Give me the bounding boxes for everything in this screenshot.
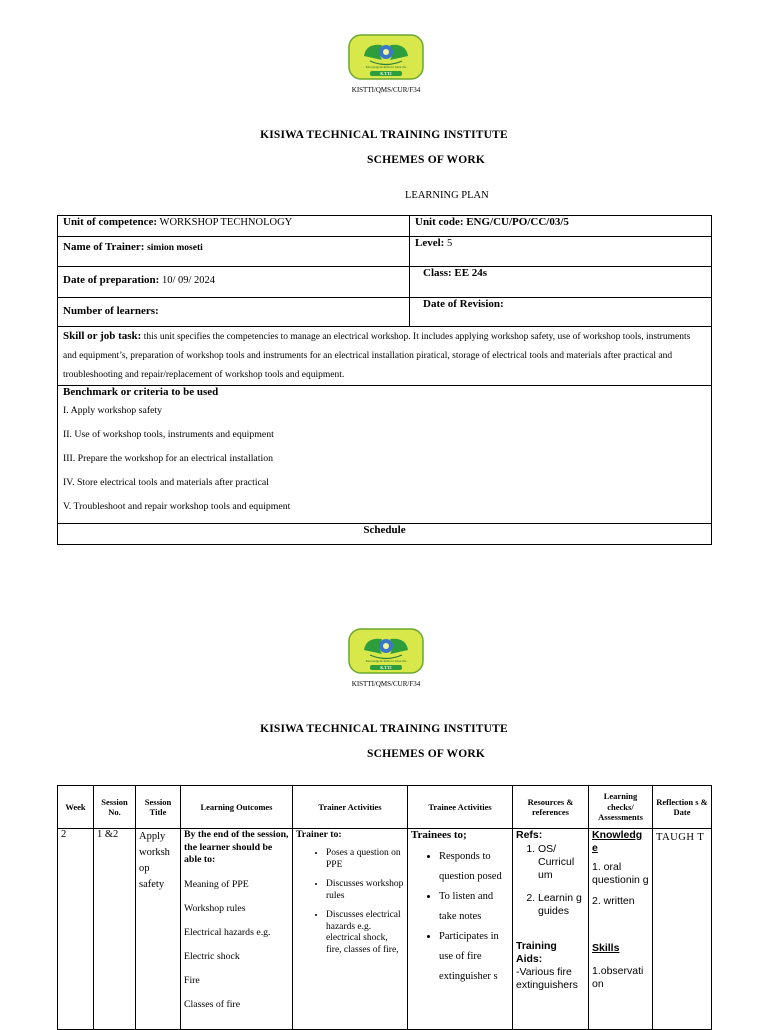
trainer-activities-cell	[293, 829, 408, 1030]
benchmark-item: V. Troubleshoot and repair workshop tools and equipment	[63, 501, 291, 512]
document-code: KISTTI/QMS/CUR/F34	[351, 680, 421, 688]
benchmark-cell	[58, 386, 712, 524]
reference-item: 2. Learnin g guides	[538, 892, 585, 918]
skill-label: Skill or job task:	[63, 330, 142, 342]
logo-motto: Knowledge & skills for better life	[365, 65, 407, 69]
trainer-cell	[58, 237, 410, 267]
outcome-item: Classes of fire	[184, 998, 241, 1010]
benchmark-item: I. Apply workshop safety	[63, 405, 163, 416]
training-aids-heading: Training Aids:	[516, 940, 557, 965]
trainee-activity-item: • Participates in use of fire extinguisher s	[439, 927, 509, 987]
benchmark-item: III. Prepare the workshop for an electrical installation	[63, 453, 274, 464]
institute-logo	[348, 34, 424, 80]
outcomes-cell	[181, 829, 293, 1030]
learning-plan-table	[57, 215, 712, 545]
institute-name: KISIWA TECHNICAL TRAINING INSTITUTE	[260, 129, 508, 141]
knowledge-item: 2. written	[592, 895, 635, 907]
revision-label: Date of Revision:	[423, 298, 504, 310]
header-trainer-activities: Trainer Activities	[293, 786, 408, 829]
trainer-activities-heading: Trainer to:	[296, 829, 342, 840]
logo-motto: Knowledge & skills for better life	[365, 659, 407, 663]
document-code: KISTTI/QMS/CUR/F34	[351, 86, 421, 94]
skill-cell	[58, 327, 712, 386]
resources-cell	[513, 829, 589, 1030]
trainer-value: simion moseti	[147, 243, 203, 253]
trainer-activity-item: • Discusses workshop rules	[326, 879, 404, 902]
outcome-item: Electric shock	[184, 950, 240, 962]
code-value: ENG/CU/PO/CC/03/5	[466, 216, 569, 228]
unit-label: Unit of competence:	[63, 216, 158, 228]
code-cell	[410, 216, 712, 237]
institute-logo	[348, 628, 424, 674]
outcomes-heading: By the end of the session, the learner should be able to:	[184, 829, 289, 865]
revision-cell	[410, 298, 712, 327]
logo-initials: K.T.T.I	[380, 72, 392, 76]
preparation-label: Date of preparation:	[63, 274, 160, 286]
class-label: Class:	[423, 267, 452, 279]
skills-heading: Skills	[592, 942, 620, 954]
benchmark-item: IV. Store electrical tools and materials after practical	[63, 477, 270, 488]
class-cell	[410, 267, 712, 298]
level-cell	[410, 237, 712, 267]
learning-checks-cell	[589, 829, 653, 1030]
trainee-activities-cell	[408, 829, 513, 1030]
level-value: 5	[446, 238, 453, 249]
learning-plan-heading: LEARNING PLAN	[405, 190, 489, 201]
refs-heading: Refs:	[516, 829, 543, 841]
session-title-cell: Apply worksh op safety	[136, 829, 181, 1030]
session-cell: 1 &2	[94, 829, 136, 1030]
trainer-label: Name of Trainer:	[63, 241, 145, 253]
unit-value: WORKSHOP TECHNOLOGY	[159, 217, 293, 228]
knowledge-heading: Knowledg e	[592, 829, 643, 854]
reflection-cell: TAUGH T	[653, 829, 712, 1030]
schemes-heading: SCHEMES OF WORK	[367, 748, 486, 760]
outcome-item: Meaning of PPE	[184, 878, 249, 890]
trainee-activities-heading: Trainees to;	[411, 829, 467, 841]
header-week: Week	[58, 786, 94, 829]
header-learning-outcomes: Learning Outcomes	[181, 786, 293, 829]
level-label: Level:	[415, 237, 445, 249]
learners-cell	[58, 298, 410, 327]
outcome-item: Electrical hazards e.g.	[184, 926, 271, 938]
header-reflections: Reflection s & Date	[653, 786, 712, 829]
training-aids-text: -Various fire extinguishers	[516, 966, 578, 991]
week-cell: 2	[58, 829, 94, 1030]
institute-name: KISIWA TECHNICAL TRAINING INSTITUTE	[260, 723, 508, 735]
skills-item: 1.observati on	[592, 965, 644, 990]
header-trainee-activities: Trainee Activities	[408, 786, 513, 829]
schedule-heading: Schedule	[58, 524, 712, 545]
header-session-title: Session Title	[136, 786, 181, 829]
preparation-cell	[58, 267, 410, 298]
unit-cell	[58, 216, 410, 237]
schemes-heading: SCHEMES OF WORK	[367, 154, 486, 166]
benchmark-label: Benchmark or criteria to be used	[63, 386, 219, 398]
reference-item: 1. OS/ Curricul um	[538, 843, 585, 882]
benchmark-item: II. Use of workshop tools, instruments and equipment	[63, 429, 274, 440]
outcome-item: Workshop rules	[184, 902, 246, 914]
trainee-activity-item: • Responds to question posed	[439, 847, 509, 887]
trainee-activity-item: • To listen and take notes	[439, 887, 509, 927]
code-label: Unit code:	[415, 216, 464, 228]
schemes-table	[57, 785, 712, 1030]
trainer-activity-item: • Poses a question on PPE	[326, 848, 404, 871]
table-row	[58, 829, 712, 1030]
outcome-item: Fire	[184, 974, 200, 986]
logo-initials: K.T.T.I	[380, 666, 392, 670]
trainer-activity-item: • Discusses electrical hazards e.g. electrical shock, fire, classes of fire,	[326, 910, 404, 956]
learners-label: Number of learners:	[63, 305, 159, 317]
skill-text: this unit specifies the competencies to manage an electrical workshop. It includes applying workshop safety, use of workshop tools, instruments and equipment’s, preparation of workshop tools and instruments for an electrical installation piratical, storage of electrical tools and materials after practical and troubleshooting and repair/replacement of workshop tools and equipment.	[63, 332, 691, 380]
header-resources: Resources & references	[513, 786, 589, 829]
class-value: EE 24s	[454, 267, 488, 279]
header-session-no: Session No.	[94, 786, 136, 829]
header-learning-checks: Learning checks/ Assessments	[589, 786, 653, 829]
preparation-value: 10/ 09/ 2024	[161, 275, 216, 286]
knowledge-item: 1. oral questionin g	[592, 861, 649, 886]
